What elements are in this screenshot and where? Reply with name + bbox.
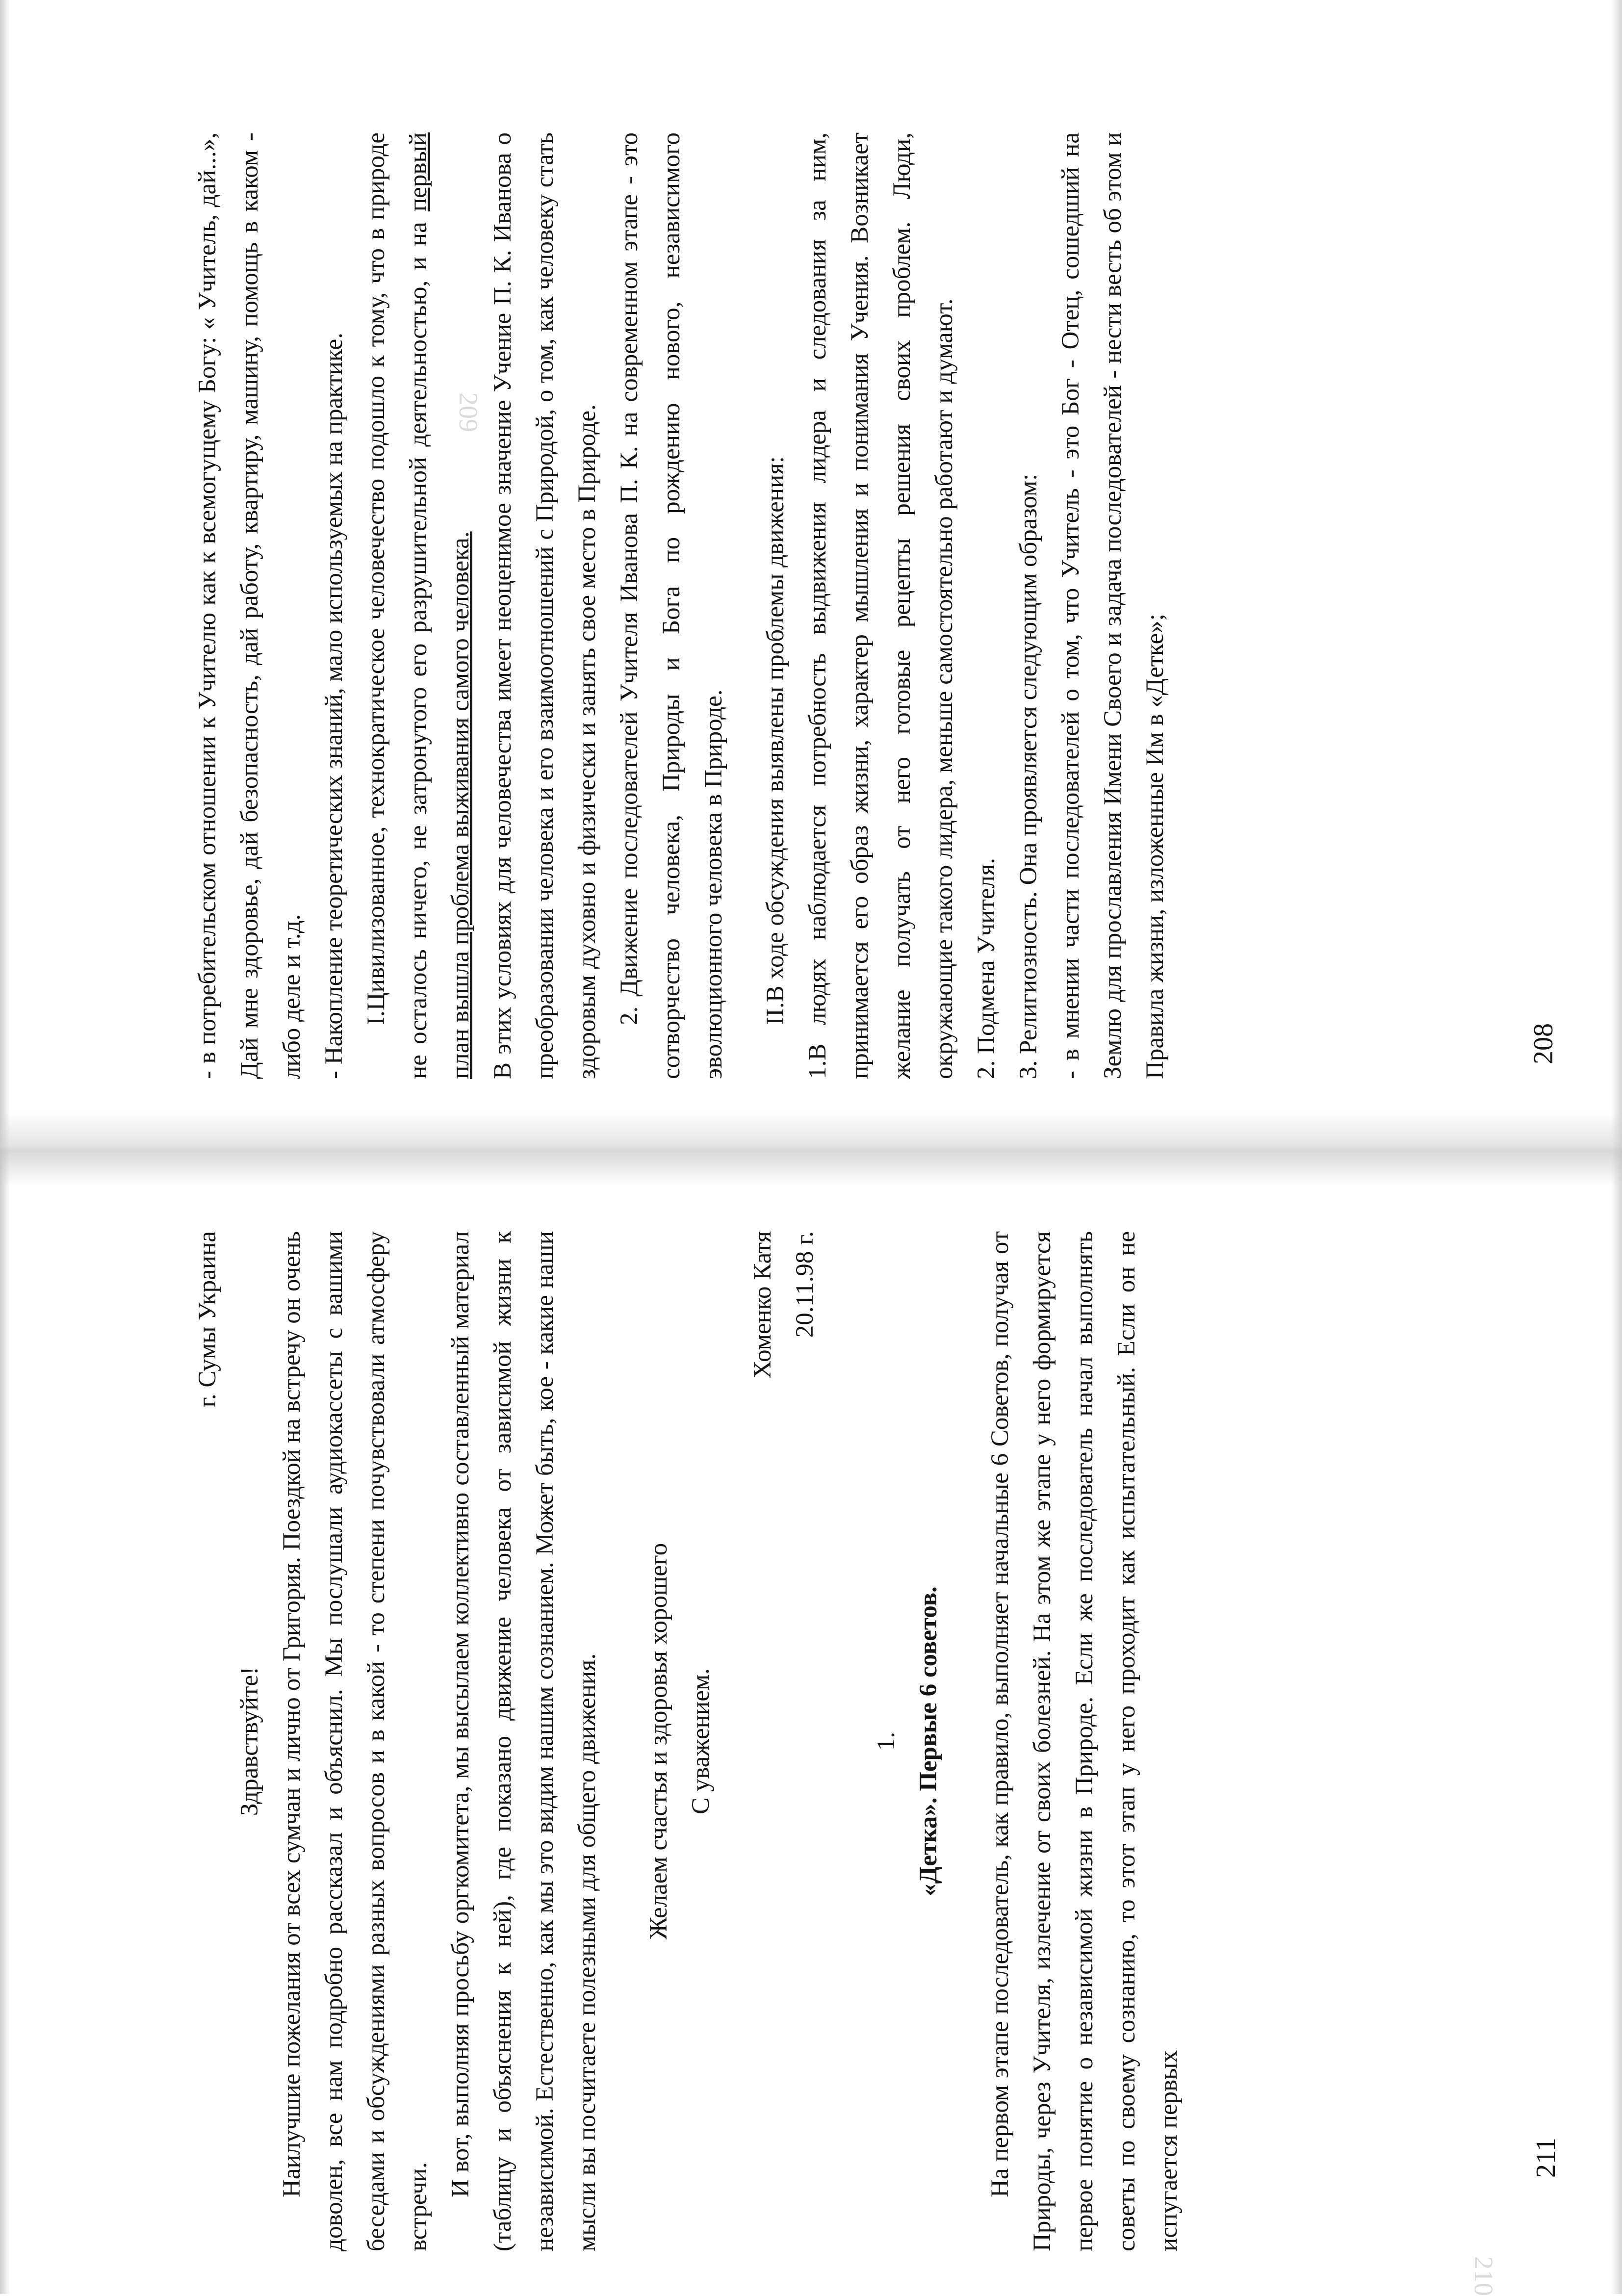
- paragraph: 2. Движение последователей Учителя Иванова П. К. на современном этапе - это сотворчество человека, Природы и Бога по рождению нового, независимого эволюционного человека в Природе.: [616, 132, 727, 1079]
- list-item: - в мнении части последователей о том, что Учитель - это Бог - Отец, сошедший на Землю для прославления Имени Своего и задача последователей - нести весть об этом и Правила жизни, изложенные Им в «Детке»;: [1057, 132, 1169, 1079]
- paragraph: И вот, выполняя просьбу оргкомитета, мы высылаем коллективно составленный материал (таблицу и объяснения к ней), где показано движение человека от зависимой жизни к независимой. Естественно, как мы это видим нашим сознанием. Может быть, кое - какие наши мысли вы посчитаете полезными для общего движения.: [447, 1231, 601, 2251]
- page-number: 208: [1528, 1023, 1559, 1064]
- paragraph: II.В ходе обсуждения выявлены проблемы движения:: [762, 456, 789, 1025]
- problems-list: [797, 132, 1176, 1079]
- location-line: г. Сумы Украина: [194, 1231, 221, 1408]
- paragraph: [355, 132, 482, 1079]
- section-title: «Детка». Первые 6 советов.: [915, 1586, 942, 1896]
- section-number: 1.: [873, 1731, 900, 1751]
- page-number: 211: [1531, 2138, 1561, 2178]
- bleed-page-number: 209: [454, 392, 483, 432]
- page-208: [186, 132, 1442, 1079]
- list-item: 3. Религиозность. Она проявляется следующим образом:: [1015, 473, 1042, 1079]
- bleed-page-number: 210: [1469, 2256, 1498, 2296]
- paragraph: В этих условиях для человечества имеет неоценимое значение Учение П. К. Иванова о преобразовании человека и его взаимоотношений с Природой, о том, как человеку стать здоровым духовно и физически и занять свое место в Природе.: [489, 132, 601, 1079]
- paragraph-text: I.Цивилизованное, технократическое человечество подошло к тому, что в природе не осталось ничего, не затронутого его разрушительной деятельностью, и на: [362, 132, 432, 1079]
- paragraph: На первом этапе последователь, как правило, выполняет начальные 6 Советов, получая от Природы, через Учителя, излечение от своих болезней. На этом же этапе у него формируется первое понятие о независимой жизни в Природе. Если же последователь начал выполнять советы по своему сознанию, то этот этап у него проходит как испытательный. Если он не испугается первых: [986, 1231, 1183, 2251]
- list-item: 1.В людях наблюдается потребность выдвижения лидера и следования за ним, принимается его образ жизни, характер мышления и понимания Учения. Возникает желание получать от него готовые рецепты решения своих проблем. Люди, окружающие такого лидера, меньше самостоятельно работают и думают.: [804, 132, 958, 1079]
- closing-wish: Желаем счастья и здоровья хорошего: [645, 1543, 672, 1940]
- letter-date: 20.11.98 г.: [791, 1231, 819, 1338]
- greeting: Здравствуйте!: [236, 1666, 263, 1816]
- book-fold: [0, 1112, 1622, 1186]
- author-name: Хоменко Катя: [749, 1231, 776, 1379]
- paragraph: - Накопление теоретических знаний, мало используемых на практике.: [320, 333, 348, 1079]
- underlined-phrase: первый план вышла проблема выживания самого человека.: [405, 132, 474, 1079]
- list-item: 2. Подмена Учителя.: [973, 857, 1000, 1079]
- paragraph: - в потребительском отношении к Учителю как к всемогущему Богу: « Учитель, дай...», Дай мне здоровье, дай безопасность, дай работу, квартиру, машину, помощь в каком - либо деле и т.д.: [194, 132, 306, 1079]
- paragraph: Наилучшие пожелания от всех сумчан и лично от Григория. Поездкой на встречу он очень доволен, все нам подробно рассказал и объяснил. Мы послушали аудиокассеты с вашими беседами и обсуждениями разных вопросов и в какой - то степени почувствовали атмосферу встречи.: [278, 1231, 432, 2251]
- page-211: [186, 1231, 1511, 2251]
- closing-regards: С уважением.: [687, 1668, 715, 1814]
